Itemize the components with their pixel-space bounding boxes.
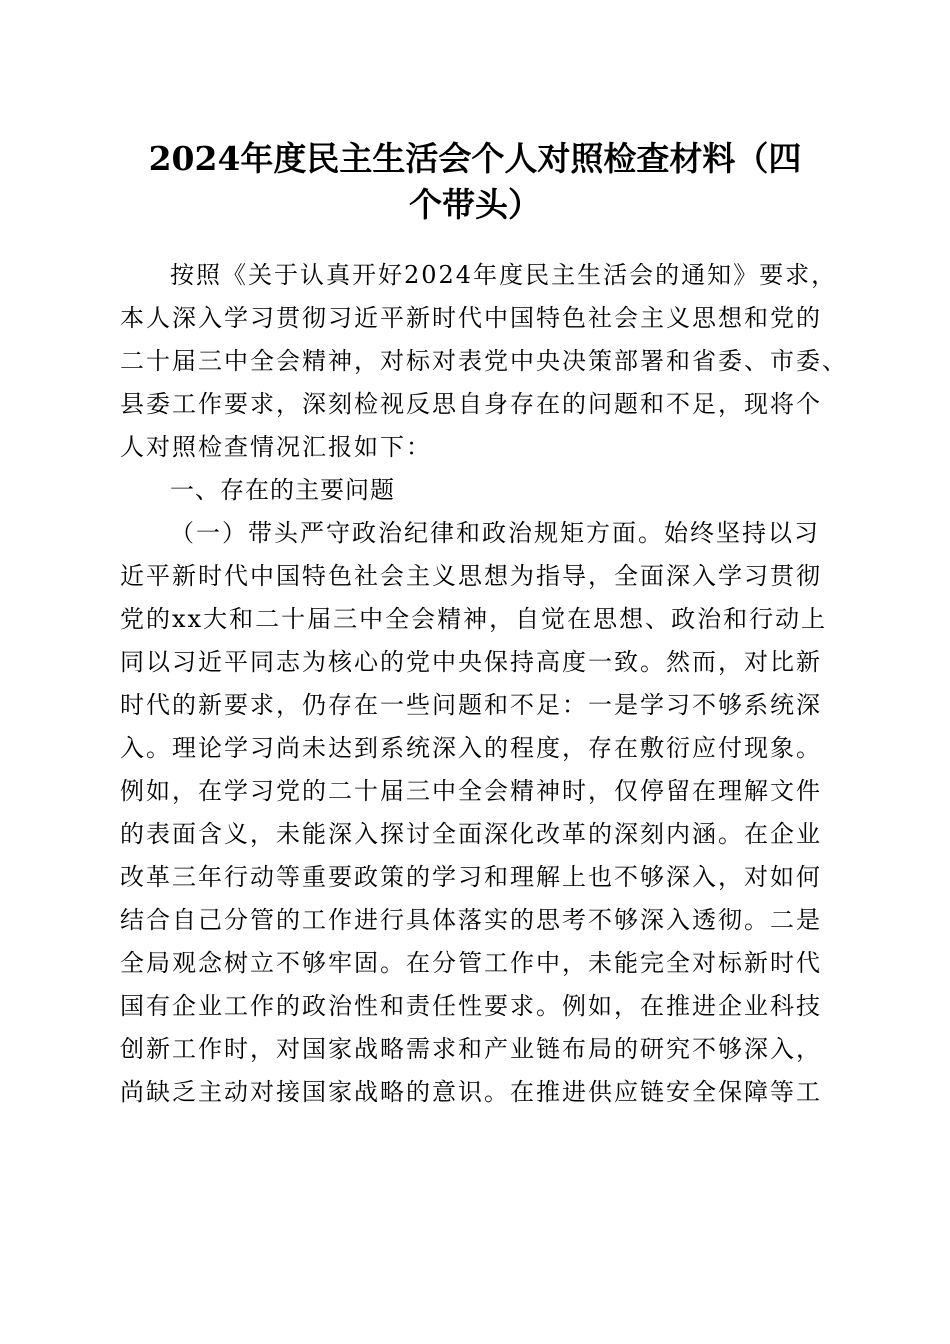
text-line: 县委工作要求，深刻检视反思自身存在的问题和不足，现将个 [120,390,822,418]
text-line: 本人深入学习贯彻习近平新时代中国特色社会主义思想和党的 [120,304,822,332]
text-line: 国有企业工作的政治性和责任性要求。例如，在推进企业科技 [120,992,822,1020]
text-line: 近平新时代中国特色社会主义思想为指导，全面深入学习贯彻 [120,562,822,590]
text-line: 例如，在学习党的二十届三中全会精神时，仅停留在理解文件 [120,777,822,805]
text-line: 时代的新要求，仍存在一些问题和不足：一是学习不够系统深 [120,691,822,719]
document-title [0,136,950,228]
text-line: （一）带头严守政治纪律和政治规矩方面。始终坚持以习 [170,519,820,547]
text-line: 同以习近平同志为核心的党中央保持高度一致。然而，对比新 [120,648,822,676]
text-line: 尚缺乏主动对接国家战略的意识。在推进供应链安全保障等工 [120,1078,822,1106]
title-line-1: 2024年度民主生活会个人对照检查材料（四 [148,139,802,178]
text-line: 改革三年行动等重要政策的学习和理解上也不够深入，对如何 [120,863,822,891]
text-line: 结合自己分管的工作进行具体落实的思考不够深入透彻。二是 [120,906,822,934]
text-line: 按照《关于认真开好2024年度民主生活会的通知》要求， [170,261,838,289]
section-heading: 一、存在的主要问题 [170,476,395,504]
text-line: 的表面含义，未能深入探讨全面深化改革的深刻内涵。在企业 [120,820,822,848]
text-line: 创新工作时，对国家战略需求和产业链布局的研究不够深入， [120,1035,822,1063]
document-body [120,254,848,1114]
text-line: 党的xx大和二十届三中全会精神，自觉在思想、政治和行动上 [120,605,828,633]
text-line: 人对照检查情况汇报如下： [120,433,432,461]
text-line: 全局观念树立不够牢固。在分管工作中，未能完全对标新时代 [120,949,822,977]
title-line-2: 个带头） [409,185,541,224]
text-line: 入。理论学习尚未达到系统深入的程度，存在敷衍应付现象。 [120,734,822,762]
text-line: 二十届三中全会精神，对标对表党中央决策部署和省委、市委、 [120,347,848,375]
